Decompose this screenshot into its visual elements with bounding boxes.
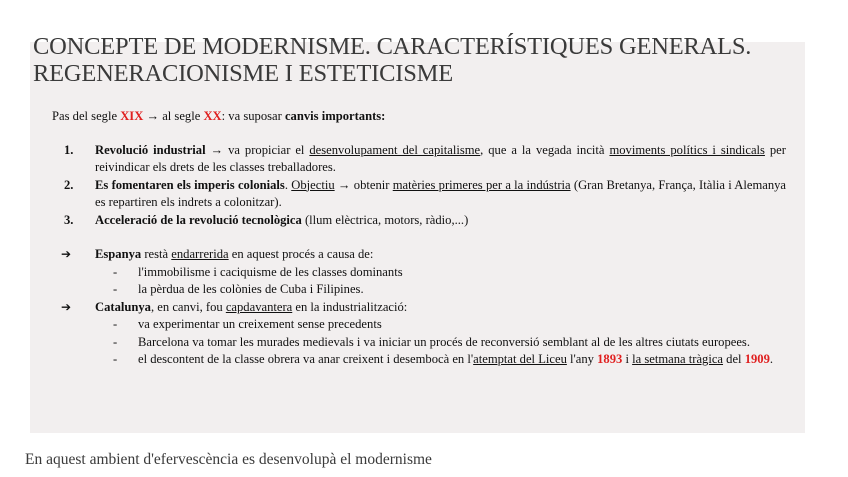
underlined-text: la setmana tràgica: [632, 352, 724, 366]
intro-text: Pas del segle: [52, 109, 121, 123]
catalonia-item: [52, 299, 786, 369]
intro-paragraph: [52, 108, 786, 126]
sub-item-text: l'any: [566, 352, 598, 366]
underlined-text: endarrerida: [171, 247, 229, 261]
arrow-bullet-icon: ➔: [61, 247, 72, 261]
intro-bold: canvis importants:: [284, 109, 386, 123]
list-number: 3.: [64, 212, 74, 227]
underlined-text: moviments polítics i sindicals: [609, 142, 765, 157]
sub-item-text: Barcelona va tomar les murades medievals i va iniciar un procés de reconversió semblant al de les altres ciutats europees.: [138, 334, 750, 349]
sub-item-text: el descontent de la classe obrera va anar creixent i desembocà en l': [138, 352, 474, 366]
sub-item-text: .: [769, 352, 774, 366]
sub-item: [95, 281, 786, 299]
spain-item: [52, 246, 786, 299]
sub-item-text: va experimentar un creixement sense precedents: [138, 317, 382, 331]
dash-bullet: -: [113, 334, 118, 349]
list-item: [52, 142, 786, 177]
list-number: 2.: [64, 177, 74, 192]
title-line-2: REGENERACIONISME I ESTETICISME: [33, 60, 454, 87]
underlined-text: matèries primeres per a la indústria: [392, 177, 571, 192]
list-item: [52, 212, 786, 230]
underlined-text: Objectiu: [291, 177, 335, 192]
slide-title: [33, 33, 751, 87]
sub-item: [95, 351, 786, 369]
item-heading: Espanya: [95, 247, 142, 261]
item-text: (Gran Bretanya, França, Itàlia i Alemanya es repartiren els indrets a colonitzar).: [95, 177, 787, 209]
sub-item: [95, 316, 786, 334]
arrow-list: [52, 246, 786, 369]
numbered-list: [52, 142, 786, 230]
sub-list: [95, 316, 786, 369]
dash-bullet: -: [113, 282, 118, 296]
bottom-caption: En aquest ambient d'efervescència es desenvolupà el modernisme: [25, 451, 432, 468]
intro-text: : va suposar: [221, 109, 285, 123]
item-text: en aquest procés a causa de:: [228, 247, 374, 261]
sub-item-text: del: [723, 352, 745, 366]
item-text: per reivindicar els drets de les classes treballadores.: [95, 142, 786, 174]
sub-item: [95, 264, 786, 282]
century-xix: XIX: [120, 109, 144, 123]
dash-bullet: -: [113, 264, 118, 279]
item-text: , que a la vegada incità: [480, 142, 610, 157]
sub-list: [95, 264, 786, 299]
item-heading: Revolució industrial: [95, 142, 206, 157]
item-heading: Es fomentaren els imperis colonials: [95, 177, 285, 192]
item-text: , en canvi, fou: [150, 299, 226, 314]
slide-body: [52, 108, 786, 369]
year-highlight: 1893: [597, 352, 623, 366]
dash-bullet: -: [113, 317, 118, 331]
underlined-text: desenvolupament del capitalisme: [309, 142, 481, 157]
item-text: → va propiciar el: [205, 142, 310, 157]
item-text: .: [284, 177, 292, 192]
sub-item: [95, 334, 786, 352]
arrow-bullet-icon: ➔: [61, 299, 72, 314]
item-text: → obtenir: [334, 177, 393, 192]
spacer: [52, 229, 786, 246]
sub-item-text: i: [622, 352, 633, 366]
underlined-text: atemptat del Liceu: [473, 352, 567, 366]
item-heading: Catalunya: [95, 299, 151, 314]
century-xx: XX: [203, 109, 222, 123]
dash-bullet: -: [113, 352, 118, 366]
intro-text: → al segle: [143, 109, 204, 123]
year-highlight: 1909: [744, 352, 770, 366]
item-text: restà: [141, 247, 172, 261]
item-heading: Acceleració de la revolució tecnològica: [95, 212, 302, 227]
sub-item-text: l'immobilisme i caciquisme de les classes dominants: [138, 264, 403, 279]
list-number: 1.: [64, 142, 74, 157]
list-item: [52, 177, 786, 212]
title-line-1: CONCEPTE DE MODERNISME. CARACTERÍSTIQUES GENERALS.: [33, 33, 752, 60]
item-text: en la industrialització:: [292, 299, 408, 314]
underlined-text: capdavantera: [225, 299, 293, 314]
sub-item-text: la pèrdua de les colònies de Cuba i Filipines.: [138, 282, 364, 296]
item-text: (llum elèctrica, motors, ràdio,...): [301, 212, 469, 227]
